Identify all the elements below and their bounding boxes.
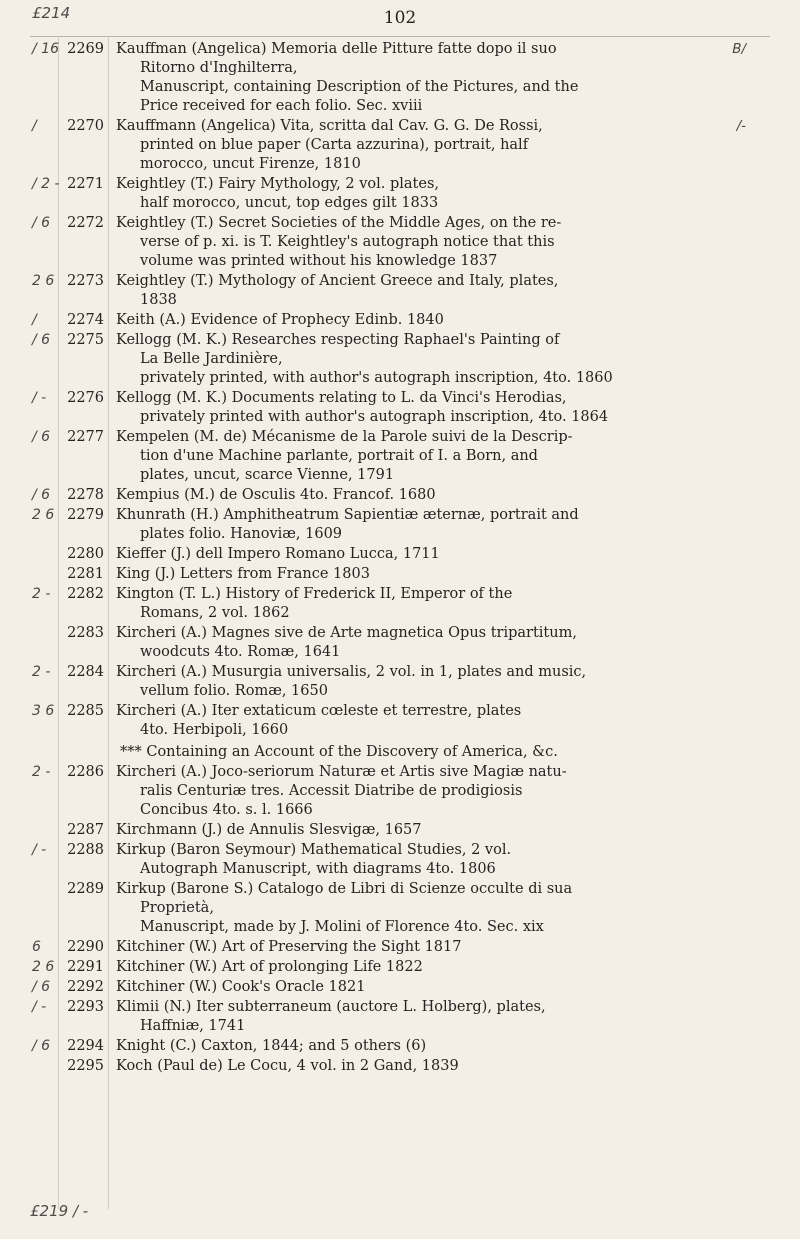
entry-title: Kauffmann (Angelica) Vita, scritta dal Cav. G. G. De Rossi, [116,118,543,134]
entry-title: Kitchiner (W.) Art of prolonging Life 1822 [116,959,423,975]
entry-line [0,155,800,174]
entry-line [0,841,800,860]
entry-line [0,918,800,937]
entry-line [0,486,800,505]
entry-detail: La Belle Jardinière, [140,351,283,367]
entry-title: Knight (C.) Caxton, 1844; and 5 others (6) [116,1038,427,1054]
entry-detail: plates folio. Hanoviæ, 1609 [140,526,343,542]
entry-line [0,938,800,957]
handwritten-price-mark: 2 6 [32,507,55,523]
entry-title: Kircheri (A.) Iter extaticum cœleste et terrestre, plates [116,703,522,719]
entry-detail: morocco, uncut Firenze, 1810 [140,156,361,172]
entry-line [0,958,800,977]
entry-title: Keightley (T.) Mythology of Ancient Greece and Italy, plates, [116,273,559,289]
entry-title: Kauffman (Angelica) Memoria delle Pitture fatte dopo il suo [116,41,557,57]
entry-detail: Haffniæ, 1741 [140,1018,246,1034]
catalogue-entry [0,1037,800,1056]
lot-number: 2288 [67,842,104,858]
handwritten-price-mark: 6 [32,939,41,955]
entry-line [0,763,800,782]
lot-number: 2285 [67,703,104,719]
entry-title: Kirkup (Barone S.) Catalogo de Libri di Scienze occulte di sua [116,881,573,897]
catalogue-entry [0,585,800,623]
lot-number: 2289 [67,881,104,897]
entry-line [0,506,800,525]
entry-line [0,880,800,899]
entry-line [0,978,800,997]
entry-line [0,545,800,564]
entry-title: Koch (Paul de) Le Cocu, 4 vol. in 2 Gand, 1839 [116,1058,459,1074]
entry-line [0,369,800,388]
entry-detail: Autograph Manuscript, with diagrams 4to. 1806 [140,861,496,877]
catalogue-entry [0,486,800,505]
catalogue-entry [0,821,800,840]
handwritten-price-mark: / 16 [32,41,59,57]
entry-title: Kieffer (J.) dell Impero Romano Lucca, 1711 [116,546,440,562]
entry-line [0,194,800,213]
lot-number: 2290 [67,939,104,955]
handwritten-price-mark: / 6 [32,215,51,231]
entry-line [0,252,800,271]
page-number: 102 [383,8,417,28]
lot-number: 2295 [67,1058,104,1074]
catalogue-entry [0,880,800,937]
lot-number: 2280 [67,546,104,562]
lot-number: 2283 [67,625,104,641]
entry-line [0,682,800,701]
lot-number: 2276 [67,390,104,406]
handwritten-price-mark: / - [32,842,47,858]
handwritten-price-mark: 2 - [32,664,51,680]
entry-line [0,643,800,662]
handwritten-price-mark: 3 6 [32,703,55,719]
entry-line [0,525,800,544]
entry-line [0,428,800,447]
catalogue-entry [0,117,800,174]
entry-line [0,899,800,918]
catalogue-entry [0,663,800,701]
entry-title: Keightley (T.) Fairy Mythology, 2 vol. plates, [116,176,439,192]
handwritten-price-mark: 2 6 [32,273,55,289]
lot-number: 2282 [67,586,104,602]
handwritten-price-mark: / 2 - [32,176,60,192]
entry-line [0,721,800,740]
entry-title: Kellogg (M. K.) Researches respecting Raphael's Painting of [116,332,560,348]
entry-line [0,447,800,466]
catalogue-entry [0,565,800,584]
entry-line [0,408,800,427]
catalogue-entry [0,175,800,213]
lot-number: 2294 [67,1038,104,1054]
lot-number: 2270 [67,118,104,134]
entry-line [0,78,800,97]
entry-detail: verse of p. xi. is T. Keightley's autograph notice that this [140,234,555,250]
entry-line [0,998,800,1017]
entry-line [0,117,800,136]
lot-number: 2286 [67,764,104,780]
entry-line [0,702,800,721]
catalogue-entry [0,428,800,485]
entry-line [0,40,800,59]
entry-line [0,624,800,643]
entry-line [0,214,800,233]
entry-title: King (J.) Letters from France 1803 [116,566,370,582]
lot-number: 2269 [67,41,104,57]
handwritten-price-mark: 2 6 [32,959,55,975]
entry-line [0,311,800,330]
entry-line [0,1057,800,1076]
lot-number: 2292 [67,979,104,995]
lot-number: 2281 [67,566,104,582]
lot-number: 2291 [67,959,104,975]
entry-title: Kington (T. L.) History of Frederick II, Emperor of the [116,586,513,602]
entry-line [0,291,800,310]
entry-line [0,233,800,252]
entry-title: Kellogg (M. K.) Documents relating to L. da Vinci's Herodias, [116,390,567,406]
entry-detail: 1838 [140,292,177,308]
entry-title: Keightley (T.) Secret Societies of the Middle Ages, on the re- [116,215,562,231]
lot-number: 2271 [67,176,104,192]
lot-number: 2273 [67,273,104,289]
entry-detail: Concibus 4to. s. l. 1666 [140,802,313,818]
lot-number: 2293 [67,999,104,1015]
entry-line [0,175,800,194]
entry-line [0,821,800,840]
handwritten-price-mark: / 6 [32,487,51,503]
entry-detail: 4to. Herbipoli, 1660 [140,722,289,738]
catalogue-entry [0,40,800,116]
entry-detail: Price received for each folio. Sec. xviii [140,98,423,114]
catalogue-entry [0,841,800,879]
handwritten-annotation: /- [736,118,746,134]
lot-number: 2279 [67,507,104,523]
entry-line [0,389,800,408]
handwritten-price-mark: / [32,312,37,328]
entry-line [0,331,800,350]
entry-title: Keith (A.) Evidence of Prophecy Edinb. 1840 [116,312,444,328]
entry-line [0,585,800,604]
entry-detail: woodcuts 4to. Romæ, 1641 [140,644,341,660]
entry-detail: privately printed, with author's autograph inscription, 4to. 1860 [140,370,613,386]
handwritten-corner-note: £214 [32,4,71,22]
entry-detail: Ritorno d'Inghilterra, [140,60,298,76]
entry-line [0,1037,800,1056]
entry-line [0,663,800,682]
handwritten-bottom-note: £219 / - [30,1202,89,1220]
entry-title: Kitchiner (W.) Cook's Oracle 1821 [116,979,366,995]
handwritten-price-mark: / 6 [32,1038,51,1054]
entry-title: Kircheri (A.) Musurgia universalis, 2 vol. in 1, plates and music, [116,664,587,680]
lot-number: 2275 [67,332,104,348]
entry-title: Kempius (M.) de Osculis 4to. Francof. 1680 [116,487,436,503]
catalogue-entry [0,545,800,564]
entry-detail: volume was printed without his knowledge 1837 [140,253,498,269]
catalogue-entry [0,978,800,997]
entry-title: Kircheri (A.) Joco-seriorum Naturæ et Artis sive Magiæ natu- [116,764,567,780]
catalogue-entry [0,624,800,662]
catalogue-entry [0,702,800,740]
lot-number: 2277 [67,429,104,445]
entry-line [0,565,800,584]
entry-detail: vellum folio. Romæ, 1650 [140,683,328,699]
entry-title: Klimii (N.) Iter subterraneum (auctore L. Holberg), plates, [116,999,546,1015]
handwritten-price-mark: 2 - [32,764,51,780]
catalogue-entry [0,998,800,1036]
lot-number: 2272 [67,215,104,231]
entry-detail: privately printed with author's autograph inscription, 4to. 1864 [140,409,609,425]
entry-title: Kitchiner (W.) Art of Preserving the Sight 1817 [116,939,462,955]
entry-line [0,860,800,879]
entry-line [0,97,800,116]
entry-line [0,604,800,623]
entry-line [0,466,800,485]
handwritten-price-mark: / [32,118,37,134]
entry-detail: Proprietà, [140,900,214,916]
entry-line [0,1017,800,1036]
entry-title: Kirchmann (J.) de Annulis Slesvigæ, 1657 [116,822,422,838]
handwritten-price-mark: / 6 [32,332,51,348]
entry-line [0,272,800,291]
catalogue-entry [0,272,800,310]
entry-detail: ralis Centuriæ tres. Accessit Diatribe de prodigiosis [140,783,523,799]
catalogue-entry [0,763,800,820]
entry-line [0,801,800,820]
catalogue-entry [0,1057,800,1076]
lot-number: 2278 [67,487,104,503]
entry-line [0,59,800,78]
entry-line [0,136,800,155]
entry-line [0,782,800,801]
entry-detail: tion d'une Machine parlante, portrait of I. a Born, and [140,448,538,464]
lot-number: 2287 [67,822,104,838]
handwritten-price-mark: 2 - [32,586,51,602]
catalogue-entry [0,958,800,977]
catalogue-entry [0,389,800,427]
entry-detail: Manuscript, made by J. Molini of Florence 4to. Sec. xix [140,919,544,935]
catalogue-entry [0,311,800,330]
entry-detail: plates, uncut, scarce Vienne, 1791 [140,467,395,483]
entry-line [0,350,800,369]
catalogue-entry [0,938,800,957]
entry-title: Kircheri (A.) Magnes sive de Arte magnetica Opus tripartitum, [116,625,577,641]
entry-detail: Romans, 2 vol. 1862 [140,605,290,621]
entry-detail: Manuscript, containing Description of the Pictures, and the [140,79,579,95]
handwritten-price-mark: / - [32,999,47,1015]
handwritten-annotation: B/ [732,41,746,57]
lot-number: 2284 [67,664,104,680]
entry-detail: printed on blue paper (Carta azzurina), portrait, half [140,137,529,153]
lot-number: 2274 [67,312,104,328]
entry-detail: half morocco, uncut, top edges gilt 1833 [140,195,439,211]
catalogue-entry [0,331,800,388]
catalogue-entry [0,214,800,271]
entry-title: Kempelen (M. de) Mécanisme de la Parole suivi de la Descrip- [116,429,573,445]
section-note: *** Containing an Account of the Discovery of America, &c. [120,744,558,760]
header-rule [30,36,770,37]
handwritten-price-mark: / 6 [32,429,51,445]
entry-title: Khunrath (H.) Amphitheatrum Sapientiæ æternæ, portrait and [116,507,579,523]
entry-title: Kirkup (Baron Seymour) Mathematical Studies, 2 vol. [116,842,512,858]
catalogue-entries [0,40,800,1077]
catalogue-entry [0,506,800,544]
handwritten-price-mark: / - [32,390,47,406]
handwritten-price-mark: / 6 [32,979,51,995]
